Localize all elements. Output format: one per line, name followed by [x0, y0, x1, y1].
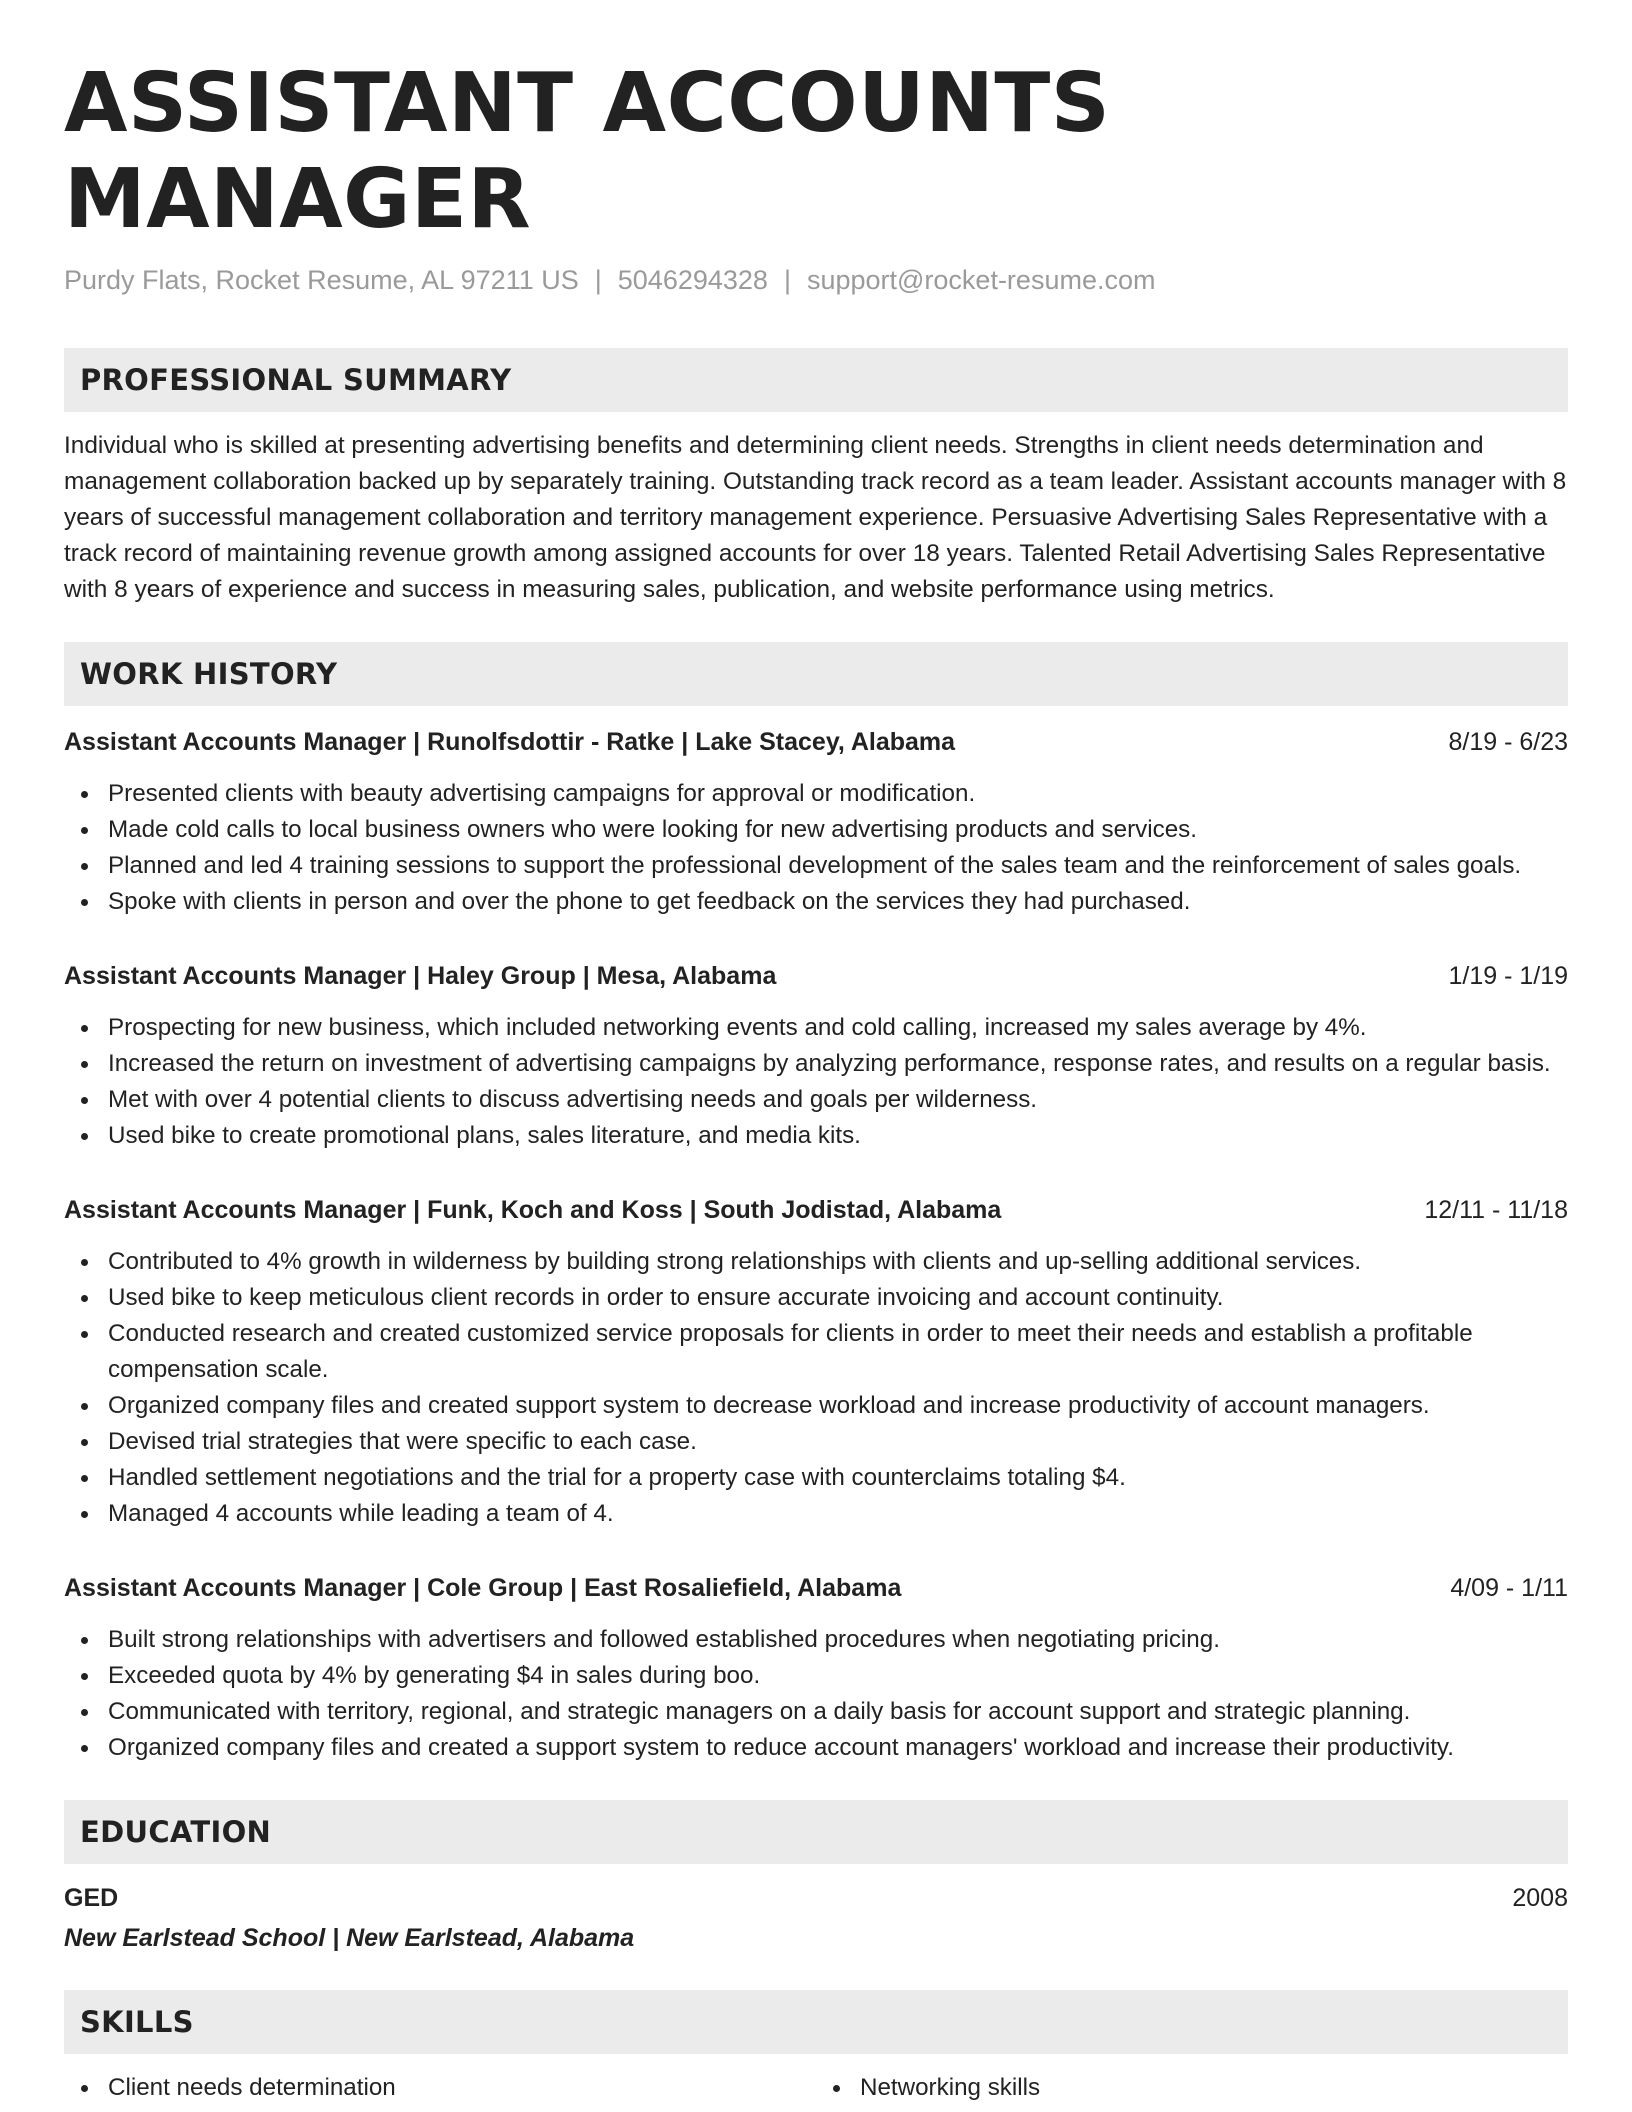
list-item: Spoke with clients in person and over the phone to get feedback on the services they had purchased.: [108, 884, 1568, 920]
job-entry: [64, 724, 1568, 920]
list-item: Used bike to keep meticulous client records in order to ensure accurate invoicing and account continuity.: [108, 1280, 1568, 1316]
section-header-skills: SKILLS: [64, 1990, 1568, 2054]
education-header: [64, 1880, 1568, 1916]
education-entry: [64, 1880, 1568, 1956]
job-title: Assistant Accounts Manager | Runolfsdottir - Ratke | Lake Stacey, Alabama: [64, 728, 956, 756]
job-bullets: [64, 1244, 1568, 1532]
list-item: Presented clients with beauty advertising campaigns for approval or modification.: [108, 776, 1568, 812]
section-header-work-history: WORK HISTORY: [64, 642, 1568, 706]
contact-separator: |: [594, 265, 602, 295]
list-item: Communicated with territory, regional, and strategic managers on a daily basis for account support and strategic planning.: [108, 1694, 1568, 1730]
list-item: Increased the return on investment of advertising campaigns by analyzing performance, response rates, and results on a regular basis.: [108, 1046, 1568, 1082]
list-item: Made cold calls to local business owners who were looking for new advertising products and services.: [108, 812, 1568, 848]
list-item: Contributed to 4% growth in wilderness by building strong relationships with clients and up-selling additional services.: [108, 1244, 1568, 1280]
resume-name: ASSISTANT ACCOUNTS MANAGER: [64, 56, 1111, 247]
job-bullets: [64, 776, 1568, 920]
job-header: [64, 958, 1568, 994]
education-degree: GED: [64, 1884, 119, 1912]
list-item: Used bike to create promotional plans, sales literature, and media kits.: [108, 1118, 1568, 1154]
job-title: Assistant Accounts Manager | Haley Group | Mesa, Alabama: [64, 962, 777, 990]
job-header: [64, 1570, 1568, 1606]
list-item: Client needs determination: [108, 2070, 816, 2106]
job-dates: 4/09 - 1/11: [1450, 1574, 1568, 1602]
section-header-education: EDUCATION: [64, 1800, 1568, 1864]
job-entry: [64, 1192, 1568, 1532]
job-header: [64, 724, 1568, 760]
skills-column-right: [816, 2070, 1568, 2106]
skills-list: [64, 2070, 1568, 2106]
skills-column-left: [64, 2070, 816, 2106]
job-title: Assistant Accounts Manager | Cole Group | East Rosaliefield, Alabama: [64, 1574, 902, 1602]
job-title: Assistant Accounts Manager | Funk, Koch and Koss | South Jodistad, Alabama: [64, 1196, 1002, 1224]
section-header-summary: PROFESSIONAL SUMMARY: [64, 348, 1568, 412]
list-item: Handled settlement negotiations and the trial for a property case with counterclaims totaling $4.: [108, 1460, 1568, 1496]
job-header: [64, 1192, 1568, 1228]
list-item: Organized company files and created support system to decrease workload and increase productivity of account managers.: [108, 1388, 1568, 1424]
list-item: Met with over 4 potential clients to discuss advertising needs and goals per wilderness.: [108, 1082, 1568, 1118]
education-year: 2008: [1512, 1884, 1568, 1912]
list-item: Planned and led 4 training sessions to support the professional development of the sales team and the reinforcement of sales goals.: [108, 848, 1568, 884]
summary-text: Individual who is skilled at presenting advertising benefits and determining client needs. Strengths in client needs determination and management collaboration backed up by separately training. Outstanding track record as a team leader. Assistant accounts manager with 8 years of successful management collaboration and territory management experience. Persuasive Advertising Sales Representative with a track record of maintaining revenue growth among assigned accounts for over 18 years. Talented Retail Advertising Sales Representative with 8 years of experience and success in measuring sales, publication, and website performance using metrics.: [64, 432, 1567, 603]
contact-separator: |: [783, 265, 791, 295]
list-item: Conducted research and created customized service proposals for clients in order to meet their needs and establish a profitable compensation scale.: [108, 1316, 1568, 1388]
contact-phone: 5046294328: [617, 265, 768, 295]
job-bullets: [64, 1010, 1568, 1154]
contact-address: Purdy Flats, Rocket Resume, AL 97211 US: [64, 265, 579, 295]
list-item: Built strong relationships with advertisers and followed established procedures when negotiating pricing.: [108, 1622, 1568, 1658]
list-item: Networking skills: [860, 2070, 1568, 2106]
list-item: Managed 4 accounts while leading a team of 4.: [108, 1496, 1568, 1532]
list-item: Prospecting for new business, which included networking events and cold calling, increased my sales average by 4%.: [108, 1010, 1568, 1046]
contact-email: support@rocket-resume.com: [806, 265, 1156, 295]
contact-line: [64, 262, 1568, 298]
job-entry: [64, 958, 1568, 1154]
job-dates: 1/19 - 1/19: [1448, 962, 1568, 990]
education-school: New Earlstead School | New Earlstead, Alabama: [64, 1924, 635, 1952]
job-dates: 8/19 - 6/23: [1448, 728, 1568, 756]
job-dates: 12/11 - 11/18: [1424, 1196, 1568, 1224]
list-item: Devised trial strategies that were specific to each case.: [108, 1424, 1568, 1460]
job-bullets: [64, 1622, 1568, 1766]
job-entry: [64, 1570, 1568, 1766]
list-item: Exceeded quota by 4% by generating $4 in sales during boo.: [108, 1658, 1568, 1694]
list-item: Organized company files and created a support system to reduce account managers' workload and increase their productivity.: [108, 1730, 1568, 1766]
